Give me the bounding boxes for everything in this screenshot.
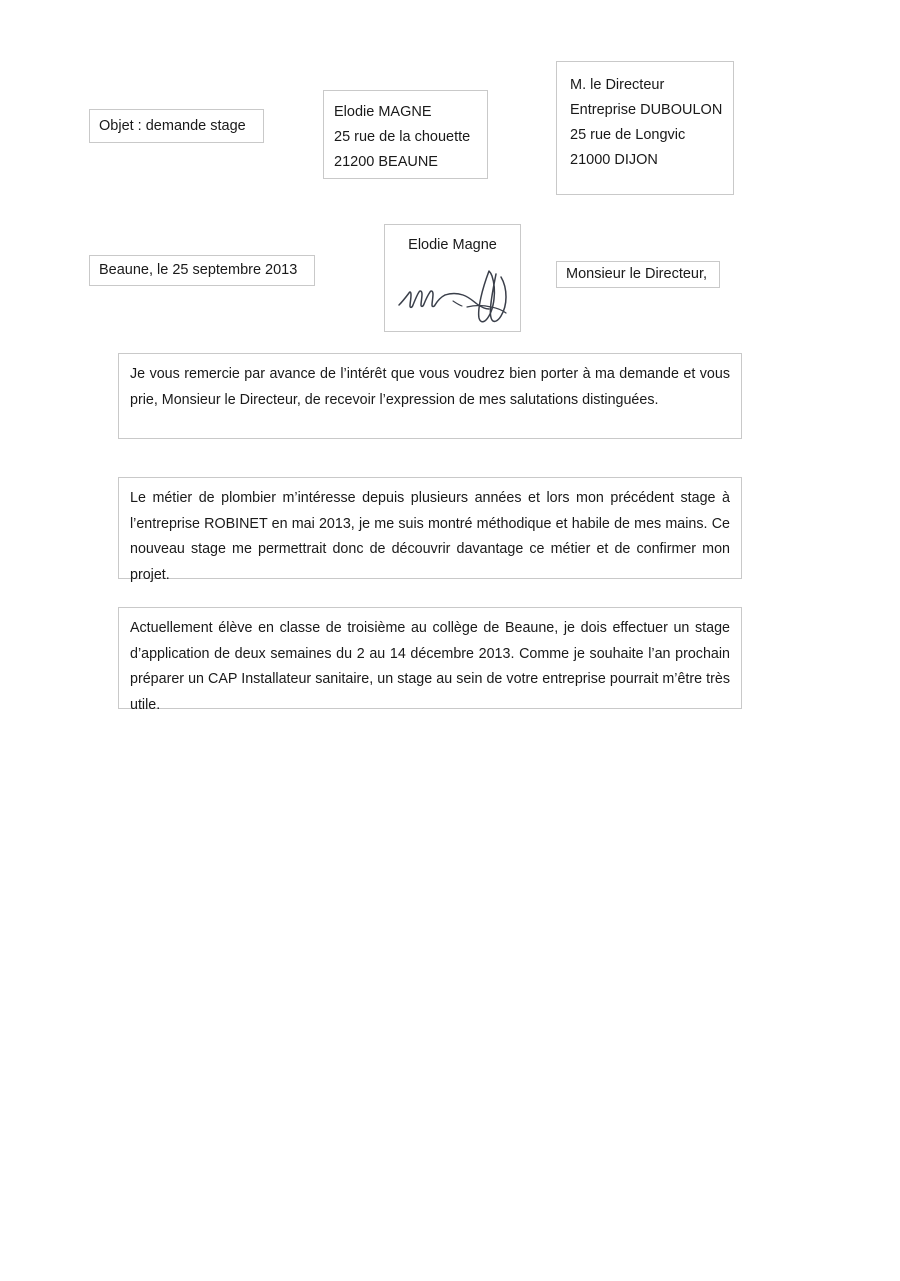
- paragraph-box-context: [118, 607, 742, 713]
- salutation-text: Monsieur le Directeur,: [566, 266, 708, 282]
- handwritten-signature-icon: [393, 261, 514, 327]
- paragraph-box-motivation: [118, 477, 742, 583]
- recipient-address-line: M. le Directeur: [570, 77, 665, 93]
- signature-box: [384, 224, 521, 332]
- sender-address-line: 25 rue de la chouette: [334, 129, 471, 145]
- paragraph-text: Le métier de plombier m’intéresse depuis plusieurs années et lors mon précédent stage à l’entreprise ROBINET en mai 2013, je me suis montré méthodique et habile de mes mains. Ce nouveau stage me permettrait donc de découvrir davantage ce métier et de confirmer mon projet.: [130, 490, 730, 583]
- paragraph-box-closing: [118, 353, 742, 439]
- sender-address-box: [323, 90, 488, 179]
- recipient-address-line: 25 rue de Longvic: [570, 127, 686, 143]
- objet-box: [89, 109, 264, 143]
- paragraph-text: Actuellement élève en classe de troisième au collège de Beaune, je dois effectuer un stage d’application de deux semaines du 2 au 14 décembre 2013. Comme je souhaite l’an prochain préparer un CAP Installateur sanitaire, un stage au sein de votre entreprise pourrait m’être très utile.: [130, 620, 730, 713]
- recipient-address-box: [556, 61, 734, 195]
- signature-name: Elodie Magne: [408, 237, 497, 253]
- sender-address-line: Elodie MAGNE: [334, 104, 432, 120]
- objet-label: Objet : demande stage: [99, 117, 246, 134]
- recipient-address-line: Entreprise DUBOULON: [570, 102, 723, 118]
- date-place-text: Beaune, le 25 septembre 2013: [99, 262, 298, 278]
- salutation-box: [556, 261, 720, 288]
- recipient-address-line: 21000 DIJON: [570, 152, 658, 168]
- date-place-box: [89, 255, 315, 286]
- paragraph-text: Je vous remercie par avance de l’intérêt que vous voudrez bien porter à ma demande et vous prie, Monsieur le Directeur, de recevoir l’expression de mes salutations distinguées.: [130, 366, 730, 408]
- sender-address-line: 21200 BEAUNE: [334, 154, 438, 170]
